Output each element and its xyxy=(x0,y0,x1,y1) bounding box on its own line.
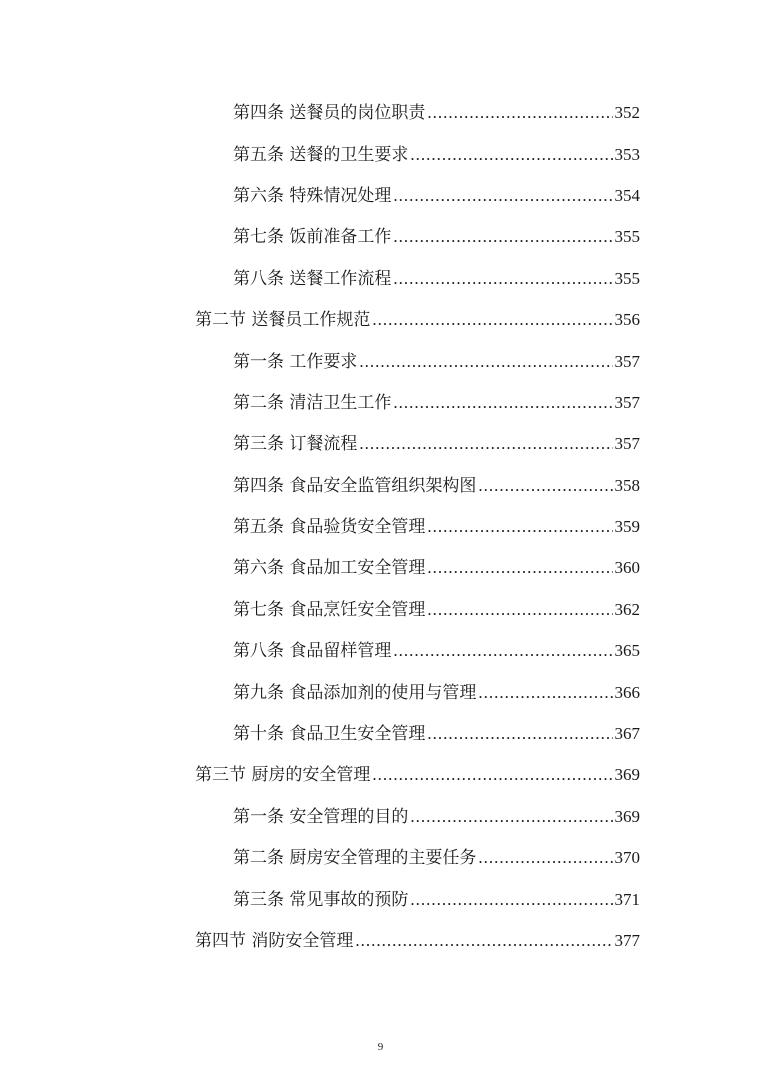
toc-entry-inner xyxy=(233,636,761,661)
toc-entry-label: 第四节 消防安全管理 xyxy=(195,931,354,951)
toc-dot-leader xyxy=(372,766,612,783)
toc-entry-page-number: 355 xyxy=(614,227,640,247)
toc-dot-leader xyxy=(427,725,612,742)
toc-entry-inner xyxy=(233,471,761,496)
toc-entry-label: 第六条 特殊情况处理 xyxy=(233,185,392,206)
toc-entry-page-number: 356 xyxy=(614,310,640,330)
toc-entry-inner xyxy=(233,512,761,537)
toc-entry-inner xyxy=(233,429,761,454)
toc-entry-page-number: 355 xyxy=(614,268,640,288)
toc-entry-page-number: 352 xyxy=(614,103,640,123)
toc-entry-label: 第三条 订餐流程 xyxy=(233,434,358,455)
toc-entry-label: 第七条 食品烹饪安全管理 xyxy=(233,599,426,620)
toc-entry-label: 第二节 送餐员工作规范 xyxy=(195,310,371,331)
toc-entry-page-number: 362 xyxy=(614,599,640,619)
toc-article-entry[interactable] xyxy=(0,794,761,835)
toc-dot-leader xyxy=(372,311,612,328)
toc-article-entry[interactable] xyxy=(0,669,761,710)
toc-entry-inner xyxy=(233,843,761,868)
toc-entry-page-number: 357 xyxy=(614,351,640,371)
toc-entry-page-number: 357 xyxy=(614,392,640,412)
toc-dot-leader xyxy=(393,187,612,204)
toc-entry-inner xyxy=(195,926,761,951)
toc-entry-label: 第八条 送餐工作流程 xyxy=(233,268,392,289)
toc-dot-leader xyxy=(427,518,612,535)
toc-entry-page-number: 354 xyxy=(614,185,640,205)
toc-dot-leader xyxy=(393,228,612,245)
toc-entry-page-number: 369 xyxy=(614,765,640,785)
toc-entry-page-number: 357 xyxy=(614,434,640,454)
toc-entry-label: 第十条 食品卫生安全管理 xyxy=(233,724,426,745)
toc-article-entry[interactable] xyxy=(0,835,761,876)
toc-entry-inner xyxy=(233,678,761,703)
toc-dot-leader xyxy=(355,932,612,949)
toc-dot-leader xyxy=(359,353,612,370)
toc-entry-inner xyxy=(233,719,761,744)
toc-dot-leader xyxy=(478,477,612,494)
toc-entry-label: 第四条 送餐员的岗位职责 xyxy=(233,103,426,124)
toc-entry-inner xyxy=(233,264,761,289)
toc-entry-page-number: 369 xyxy=(614,806,640,826)
toc-entry-label: 第一条 工作要求 xyxy=(233,351,358,372)
toc-entry-label: 第七条 饭前准备工作 xyxy=(233,227,392,248)
toc-article-entry[interactable] xyxy=(0,173,761,214)
toc-entry-label: 第三节 厨房的安全管理 xyxy=(195,765,371,786)
toc-entry-label: 第五条 食品验货安全管理 xyxy=(233,517,426,538)
toc-article-entry[interactable] xyxy=(0,504,761,545)
toc-entry-label: 第一条 安全管理的目的 xyxy=(233,806,409,827)
toc-dot-leader xyxy=(393,394,612,411)
toc-entry-page-number: 358 xyxy=(614,475,640,495)
toc-entry-page-number: 360 xyxy=(614,558,640,578)
toc-entry-inner xyxy=(233,98,761,123)
toc-dot-leader xyxy=(393,270,612,287)
toc-entry-page-number: 359 xyxy=(614,517,640,537)
toc-article-entry[interactable] xyxy=(0,214,761,255)
toc-entry-inner xyxy=(233,181,761,206)
toc-entry-page-number: 371 xyxy=(614,889,640,909)
toc-section-entry[interactable] xyxy=(0,918,761,959)
toc-entry-page-number: 366 xyxy=(614,682,640,702)
toc-entry-label: 第三条 常见事故的预防 xyxy=(233,889,409,910)
toc-dot-leader xyxy=(427,601,612,618)
toc-entry-page-number: 367 xyxy=(614,724,640,744)
toc-entry-inner xyxy=(233,347,761,372)
toc-article-entry[interactable] xyxy=(0,338,761,379)
toc-entry-inner xyxy=(233,553,761,578)
toc-entry-page-number: 365 xyxy=(614,641,640,661)
toc-dot-leader xyxy=(478,684,612,701)
toc-article-entry[interactable] xyxy=(0,380,761,421)
toc-dot-leader xyxy=(359,435,612,452)
toc-dot-leader xyxy=(427,559,612,576)
toc-dot-leader xyxy=(427,104,612,121)
toc-article-entry[interactable] xyxy=(0,711,761,752)
toc-entry-inner xyxy=(233,388,761,413)
toc-article-entry[interactable] xyxy=(0,628,761,669)
toc-entry-page-number: 370 xyxy=(614,848,640,868)
toc-entry-inner xyxy=(233,802,761,827)
toc-entry-page-number: 377 xyxy=(614,931,640,950)
toc-entry-label: 第二条 厨房安全管理的主要任务 xyxy=(233,848,477,869)
toc-entry-label: 第六条 食品加工安全管理 xyxy=(233,558,426,579)
page-number: 9 xyxy=(377,1041,384,1053)
toc-entry-inner xyxy=(195,760,761,785)
toc-article-entry[interactable] xyxy=(0,421,761,462)
table-of-contents xyxy=(0,90,761,959)
toc-entry-page-number: 353 xyxy=(614,144,640,164)
toc-article-entry[interactable] xyxy=(0,90,761,131)
toc-entry-inner xyxy=(195,305,761,330)
toc-entry-label: 第四条 食品安全监管组织架构图 xyxy=(233,475,477,496)
toc-dot-leader xyxy=(410,891,612,908)
toc-dot-leader xyxy=(410,146,612,163)
toc-entry-inner xyxy=(233,140,761,165)
toc-article-entry[interactable] xyxy=(0,131,761,172)
toc-dot-leader xyxy=(410,808,612,825)
toc-entry-label: 第九条 食品添加剂的使用与管理 xyxy=(233,682,477,703)
toc-dot-leader xyxy=(478,849,612,866)
toc-article-entry[interactable] xyxy=(0,587,761,628)
toc-article-entry[interactable] xyxy=(0,463,761,504)
toc-entry-inner xyxy=(233,595,761,620)
toc-article-entry[interactable] xyxy=(0,876,761,917)
toc-entry-label: 第二条 清洁卫生工作 xyxy=(233,392,392,413)
toc-article-entry[interactable] xyxy=(0,256,761,297)
toc-section-entry[interactable] xyxy=(0,752,761,793)
toc-section-entry[interactable] xyxy=(0,297,761,338)
toc-article-entry[interactable] xyxy=(0,545,761,586)
toc-entry-inner xyxy=(233,885,761,910)
toc-entry-label: 第五条 送餐的卫生要求 xyxy=(233,144,409,165)
toc-entry-label: 第八条 食品留样管理 xyxy=(233,641,392,662)
toc-entry-inner xyxy=(233,222,761,247)
toc-dot-leader xyxy=(393,642,612,659)
